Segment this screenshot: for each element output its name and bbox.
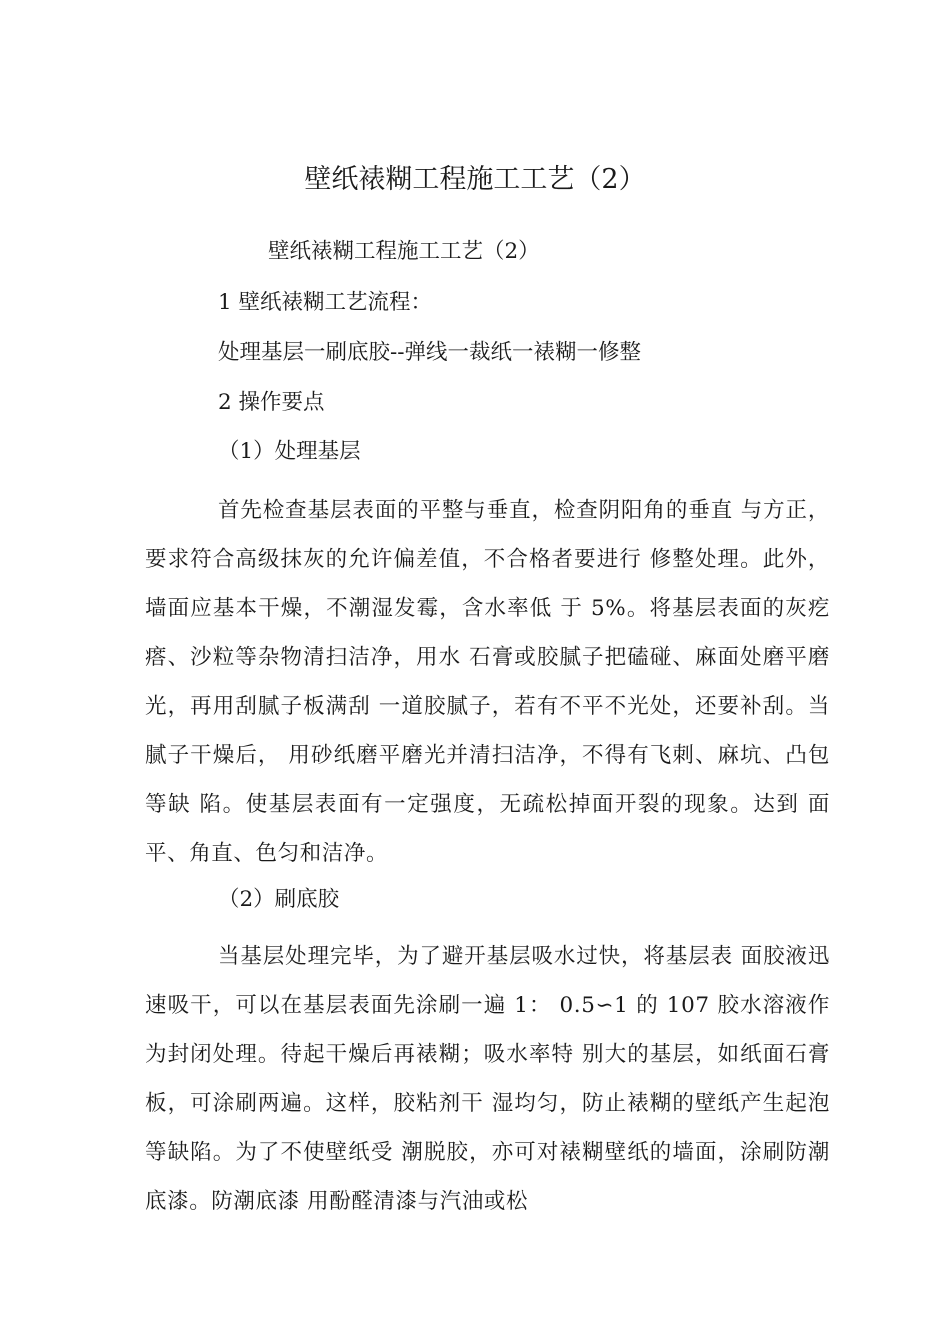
page-title: 壁纸裱糊工程施工工艺（2） [304,164,646,195]
document-subtitle: 壁纸裱糊工程施工工艺（2） [268,239,540,264]
paragraph-primer: 当基层处理完毕，为了避开基层吸水过快，将基层表 面胶液迅速吸干，可以在基层表面先涂刷一遍 1： 0.5∽1 的 107 胶水溶液作为封闭处理。待起干燥后再裱糊；吸水率特 别大的基层，如纸面石膏板，可涂刷两遍。这样，胶粘剂干 湿均匀，防止裱糊的壁纸产生起泡等缺陷。为了不使壁纸受 潮脱胶，亦可对裱糊壁纸的墙面，涂刷防潮底漆。防潮底漆 用酚醛清漆与汽油或松 [145,944,830,1214]
section-heading-process: 1 壁纸裱糊工艺流程： [218,290,433,315]
item-heading-base-treatment: （1）处理基层 [218,439,361,464]
item-heading-primer: （2）刷底胶 [218,887,340,912]
section-heading-key-points: 2 操作要点 [218,390,325,415]
paragraph-base-treatment: 首先检查基层表面的平整与垂直，检查阴阳角的垂直 与方正，要求符合高级抹灰的允许偏差值，不合格者要进行 修整处理。此外，墙面应基本干燥，不潮湿发霉，含水率低 于 5%。将基层表面的灰疙瘩、沙粒等杂物清扫洁净，用水 石膏或胶腻子把磕碰、麻面处磨平磨光，再用刮腻子板满刮 一道胶腻子，若有不平不光处，还要补刮。当腻子干燥后， 用砂纸磨平磨光并清扫洁净，不得有飞刺、麻坑、凸包等缺 陷。使基层表面有一定强度，无疏松掉面开裂的现象。达到 面平、角直、色匀和洁净。 [145,498,830,866]
process-flow-text: 处理基层一刷底胶--弹线一裁纸一裱糊一修整 [218,340,642,365]
